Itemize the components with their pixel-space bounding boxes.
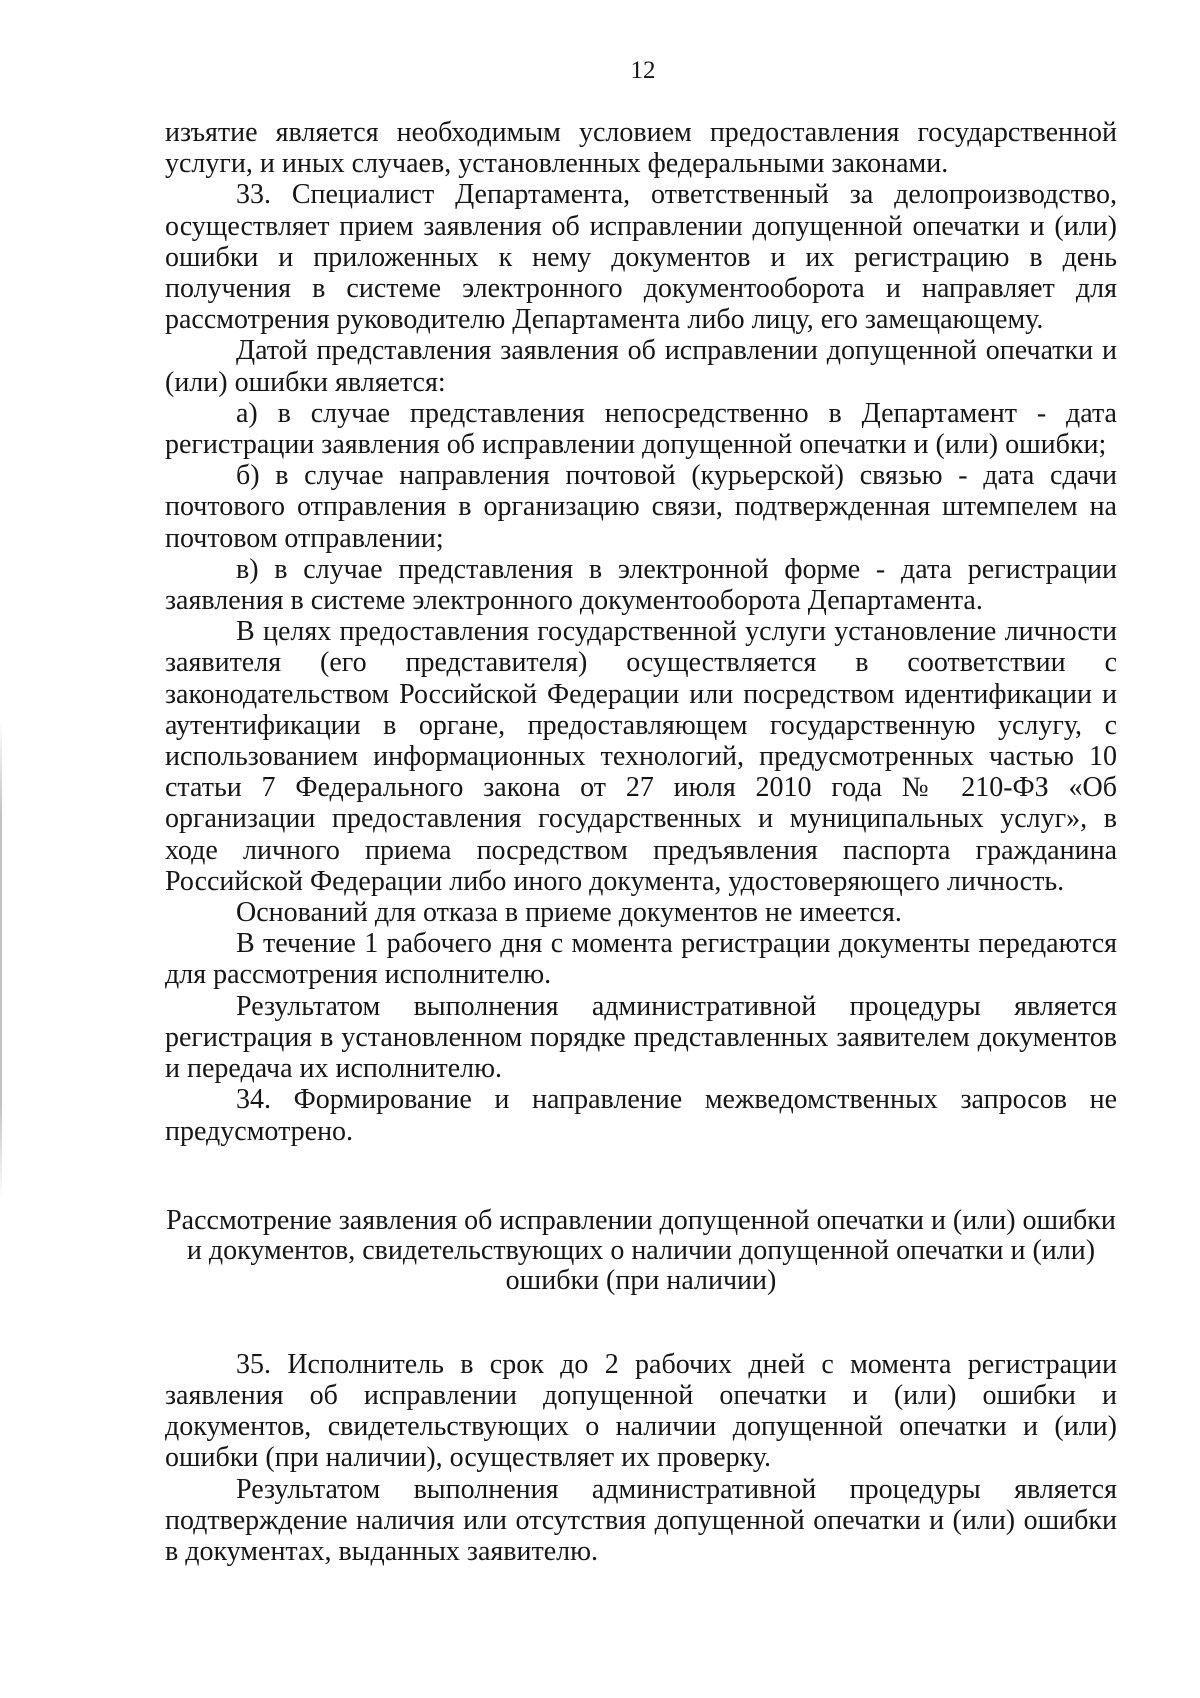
paragraph-no-refusal-grounds: Оснований для отказа в приеме документов не имеется. [236,897,902,929]
section-heading [165,1206,1117,1296]
scan-edge-shadow [0,720,2,1200]
section-heading-line: ошибки (при наличии) [505,1264,777,1296]
paragraph-submission-date: Датой представления заявления об исправлении допущенной опечатки и (или) ошибки является: [165,335,1117,398]
paragraph-result-verification: Результатом выполнения административной процедуры является подтверждение наличия или отсутствия допущенной опечатки и (или) ошибки в документах, выданных заявителю. [165,1473,1117,1567]
paragraph-option-c: в) в случае представления в электронной форме - дата регистрации заявления в системе электронного документооборота Департамента. [165,553,1117,617]
paragraph-option-a: а) в случае представления непосредственно в Департамент - дата регистрации заявления об исправлении допущенной опечатки и (или) ошибки; [165,397,1117,461]
paragraph-result-registration: Результатом выполнения административной процедуры является регистрация в установленном порядке представленных заявителем документов и передача их исполнителю. [165,990,1117,1085]
page-number: 12 [630,57,656,84]
section-heading-line: и документов, свидетельствующих о наличии допущенной опечатки и (или) [186,1234,1096,1266]
paragraph-transfer-to-executor: В течение 1 рабочего дня с момента регистрации документы передаются для рассмотрения исполнителю. [165,928,1117,991]
paragraph-item-34: 34. Формирование и направление межведомственных запросов не предусмотрено. [165,1084,1117,1147]
paragraph-continuation: изъятие является необходимым условием предоставления государственной услуги, и иных случаев, установленных федеральными законами. [165,117,1117,180]
paragraph-identity-verification: В целях предоставления государственной услуги установление личности заявителя (его представителя) осуществляется в соответствии с законодательством Российской Федерации или посредством идентификации и аутентификации в органе, предоставляющем государственную услугу, с использованием информационных технологий, предусмотренных частью 10 статьи 7 Федерального закона от 27 июля 2010 года № 210-ФЗ «Об организации предоставления государственных и муниципальных услуг», в ходе личного приема посредством предъявления паспорта гражданина Российской Федерации либо иного документа, удостоверяющего личность. [165,616,1117,897]
section-heading-line: Рассмотрение заявления об исправлении допущенной опечатки и (или) ошибки [166,1204,1116,1236]
document-body [165,117,1117,1567]
paragraph-option-b: б) в случае направления почтовой (курьерской) связью - дата сдачи почтового отправления в организацию связи, подтвержденная штемпелем на почтовом отправлении; [165,460,1117,554]
paragraph-item-33: 33. Специалист Департамента, ответственный за делопроизводство, осуществляет прием заявления об исправлении допущенной опечатки и (или) ошибки и приложенных к нему документов и их регистрацию в день получения в системе электронного документооборота и направляет для рассмотрения руководителю Департамента либо лицу, его замещающему. [165,179,1117,336]
paragraph-item-35: 35. Исполнитель в срок до 2 рабочих дней с момента регистрации заявления об исправлении допущенной опечатки и (или) ошибки и документов, свидетельствующих о наличии допущенной опечатки и (или) ошибки (при наличии), осуществляет их проверку. [165,1348,1117,1474]
